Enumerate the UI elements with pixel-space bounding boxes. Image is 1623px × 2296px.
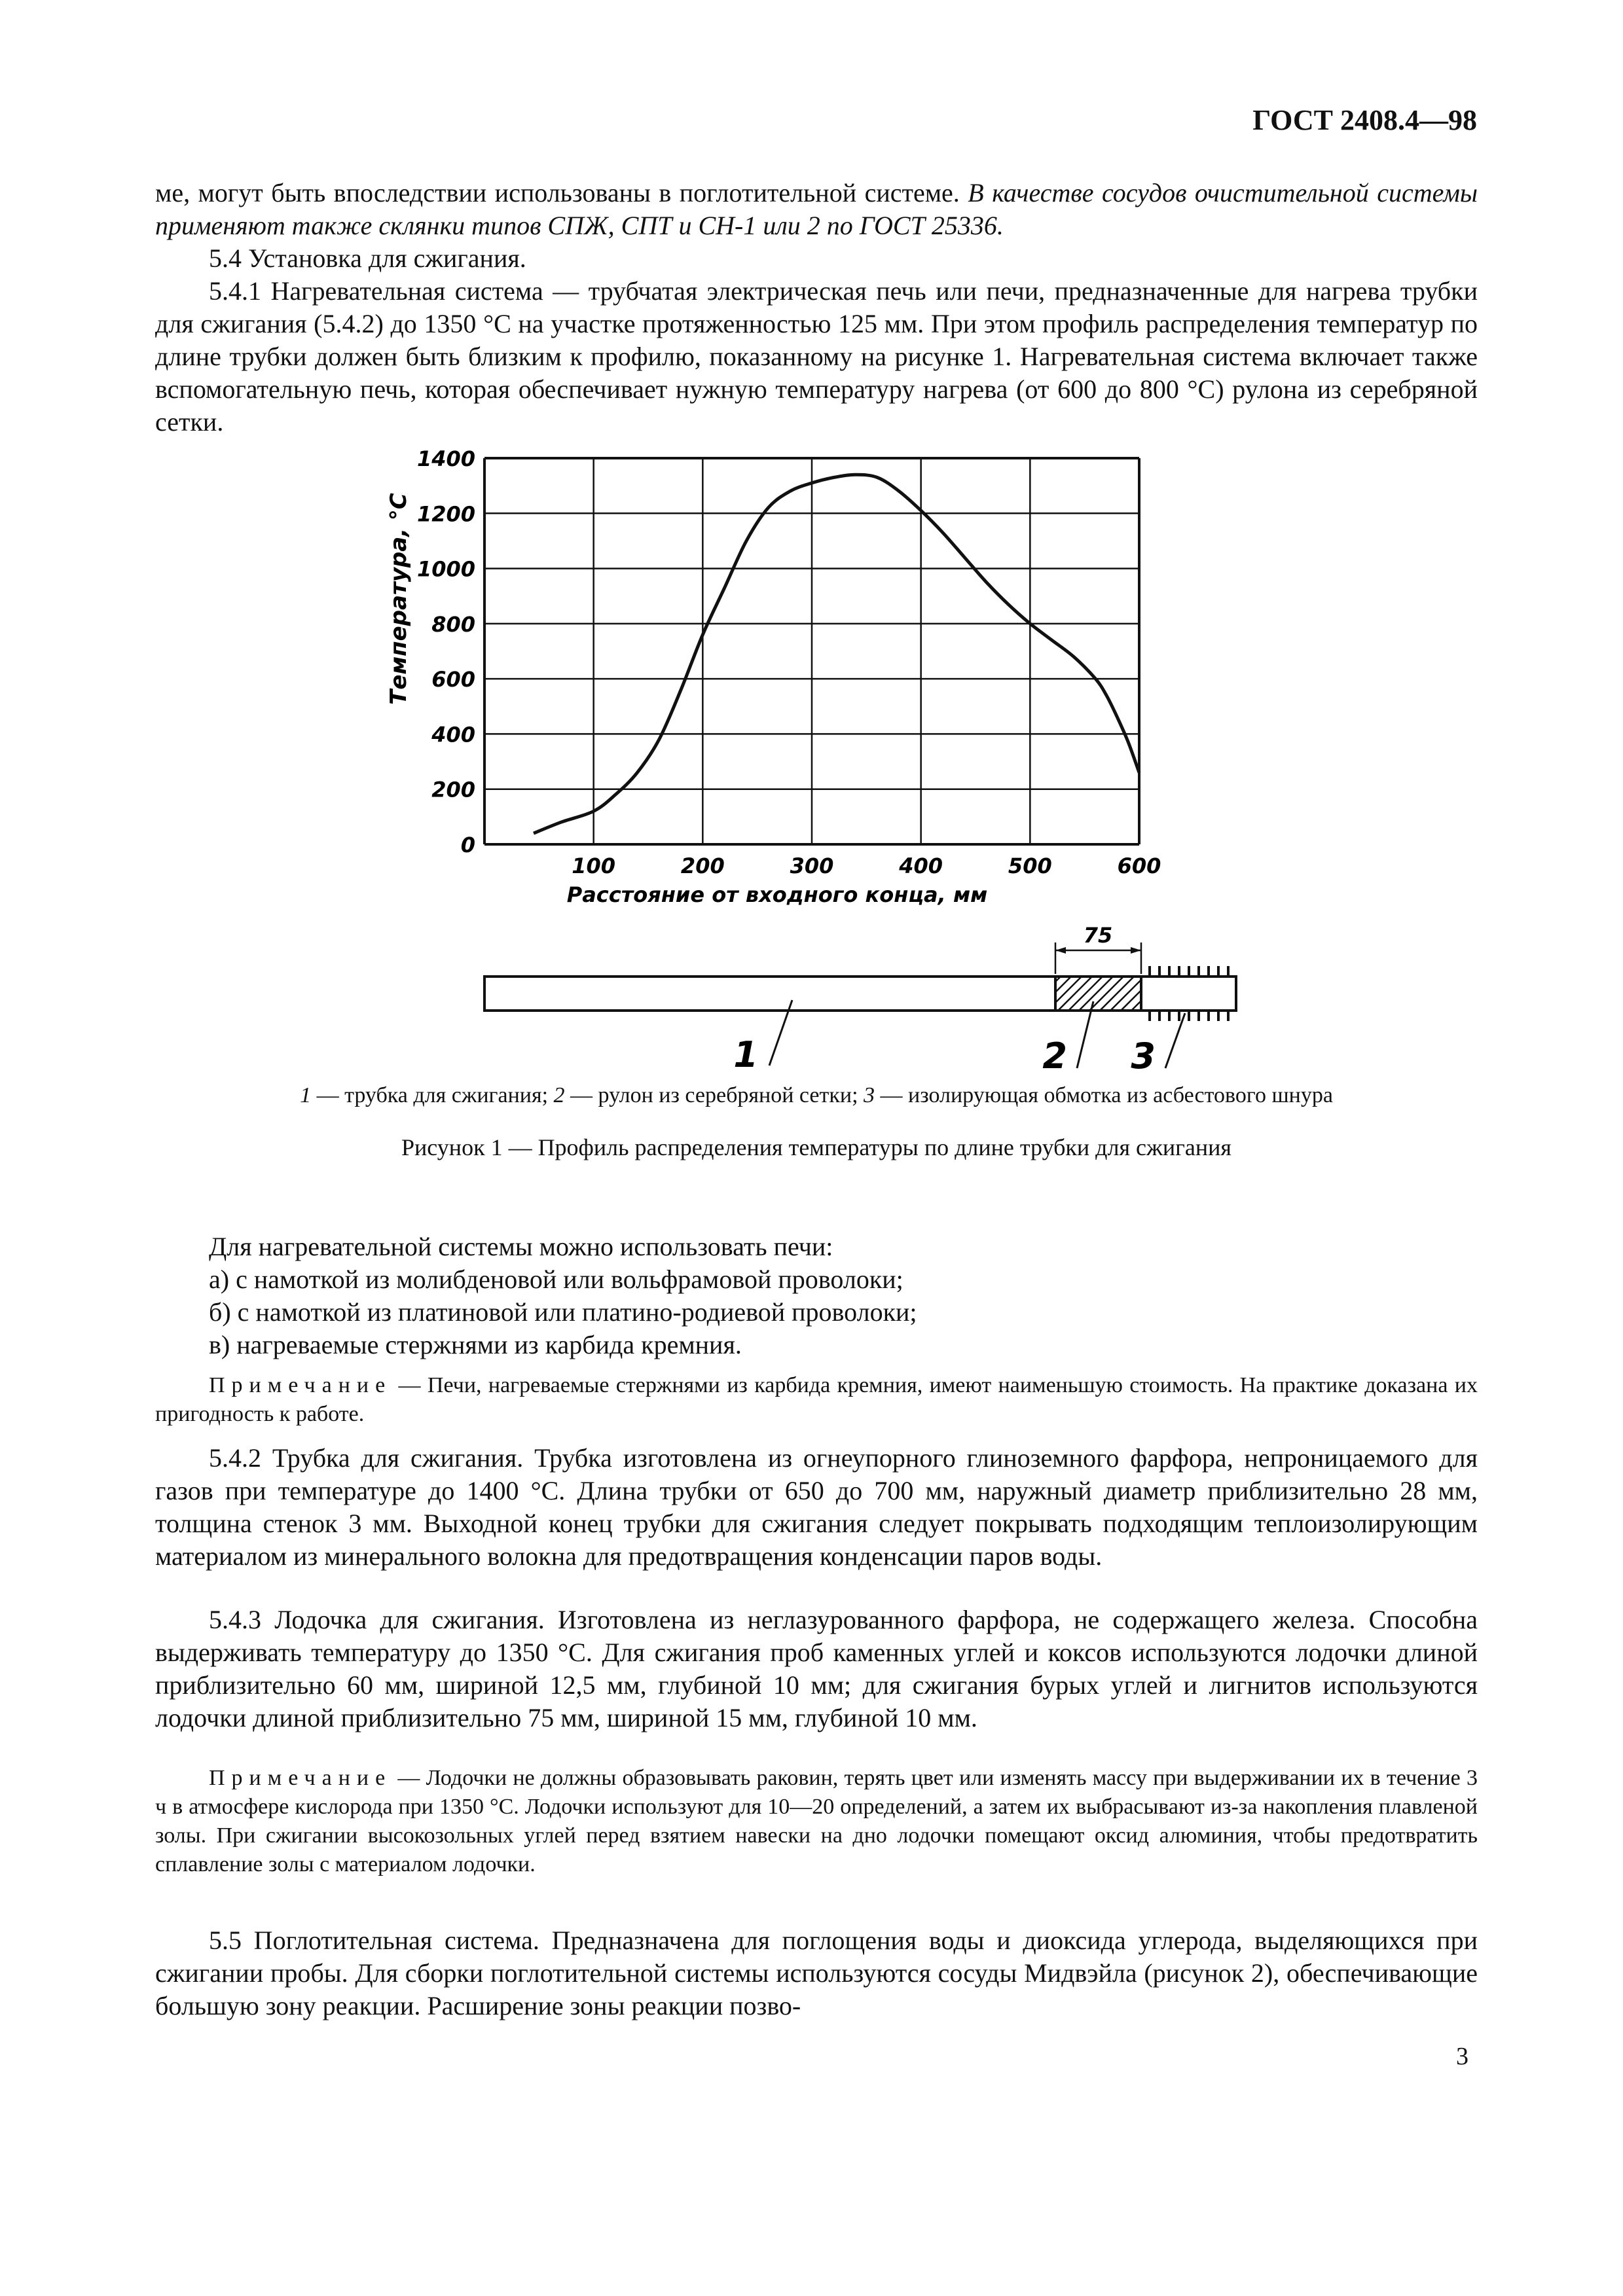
x-tick-labels bbox=[572, 853, 1161, 878]
x-axis-label: Расстояние от входного конца, мм bbox=[566, 882, 988, 907]
y-tick-label: 800 bbox=[431, 611, 475, 637]
y-axis-label: Температура, °С bbox=[386, 493, 412, 705]
x-tick-label: 300 bbox=[790, 853, 834, 878]
leader-3 bbox=[1165, 1013, 1185, 1068]
note-1 bbox=[155, 1371, 1478, 1429]
x-tick-label: 200 bbox=[680, 853, 725, 878]
legend-text-2: — рулон из серебряной сетки; bbox=[564, 1083, 864, 1107]
diagram-label-3: 3 bbox=[1131, 1035, 1156, 1077]
page-number: 3 bbox=[1456, 2043, 1468, 2070]
y-tick-label: 600 bbox=[431, 667, 475, 692]
paragraph-continuation: ме, могут быть впоследствии использованы в поглотительной системе. В качестве сосудов очистительной системы применяют также склянки типов СПЖ, СПТ и СН-1 или 2 по ГОСТ 25336. bbox=[155, 178, 1478, 240]
y-tick-label: 0 bbox=[460, 833, 475, 857]
list-item-c: в) нагреваемые стержнями из карбида кремния. bbox=[209, 1330, 742, 1359]
top-text bbox=[155, 177, 1478, 439]
y-tick-label: 400 bbox=[431, 722, 475, 747]
italic-insert: В качестве сосудов очистительной системы применяют также склянки типов СПЖ, СПТ и СН-1 или 2 по ГОСТ 25336. bbox=[155, 178, 1478, 240]
note-2-label: Примечание bbox=[209, 1766, 392, 1790]
legend-text-1: — трубка для сжигания; bbox=[311, 1083, 554, 1107]
section-5-5: 5.5 Поглотительная система. Предназначена для поглощения воды и диоксида углерода, выделяющихся при сжигании пробы. Для сборки поглотительной системы используются сосуды Мидвэйла (рисунок 2), обеспечивающие большую зону реакции. Расширение зоны реакции позво- bbox=[155, 1926, 1478, 2020]
x-tick-label: 500 bbox=[1008, 853, 1052, 878]
legend-num-2: 2 bbox=[553, 1083, 565, 1107]
list-item-b: б) с намоткой из платиновой или платино-родиевой проволоки; bbox=[209, 1297, 917, 1327]
note-2-text: — Лодочки не должны образовывать раковин, терять цвет или изменять массу при выдерживании их в течение 3 ч в атмосфере кислорода при 1350 °С. Лодочки используют для 10—20 определений, а затем их выбрасывают из-за накопления плавленой золы. При сжигании высокозольных углей перед взятием навески на дно лодочки помещают оксид алюминия, чтобы предотвратить сплавление золы с материалом лодочки. bbox=[155, 1766, 1478, 1876]
section-5-4: 5.4 Установка для сжигания. bbox=[209, 243, 526, 273]
figure-caption: Рисунок 1 — Профиль распределения температуры по длине трубки для сжигания bbox=[401, 1134, 1231, 1160]
y-tick-label: 1400 bbox=[416, 446, 475, 471]
legend-num-3: 3 bbox=[864, 1083, 875, 1107]
dimension-arrow-right bbox=[1131, 947, 1141, 954]
section-5-4-3: 5.4.3 Лодочка для сжигания. Изготовлена из неглазурованного фарфора, не содержащего железа. Способна выдерживать температуру до 1350 °С. Для сжигания проб каменных углей и коксов используются лодочки длиной приблизительно 60 мм, шириной 12,5 мм, глубиной 10 мм; для сжигания бурых углей и лигнитов используются лодочки длиной приблизительно 75 мм, шириной 15 мм, глубиной 10 мм. bbox=[155, 1605, 1478, 1732]
x-tick-label: 600 bbox=[1117, 853, 1161, 878]
figure-1 bbox=[367, 425, 1244, 1080]
legend-num-1: 1 bbox=[300, 1083, 312, 1107]
note-1-label: Примечание bbox=[209, 1373, 392, 1397]
document-code: ГОСТ 2408.4—98 bbox=[1252, 104, 1477, 136]
section-5-4-1: 5.4.1 Нагревательная система — трубчатая электрическая печь или печи, предназначенные для нагрева трубки для сжигания (5.4.2) до 1350 °С на участке протяженностью 125 мм. При этом профиль распределения температур по длине трубки должен быть близким к профилю, показанному на рисунке 1. Нагревательная система включает также вспомогательную печь, которая обеспечивает нужную температуру нагрева (от 600 до 800 °С) рулона из серебряной сетки. bbox=[155, 276, 1478, 437]
dimension-75: 75 bbox=[1083, 923, 1113, 948]
y-tick-label: 1000 bbox=[416, 556, 475, 582]
note-1-text: — Печи, нагреваемые стержнями из карбида кремния, имеют наименьшую стоимость. На практике доказана их пригодность к работе. bbox=[155, 1373, 1478, 1426]
dimension-arrow-left bbox=[1055, 947, 1066, 954]
x-tick-label: 100 bbox=[572, 853, 616, 878]
y-tick-labels bbox=[417, 446, 475, 857]
legend-text-3: — изолирующая обмотка из асбестового шнура bbox=[875, 1083, 1333, 1107]
x-tick-label: 400 bbox=[899, 853, 943, 878]
figure-legend bbox=[155, 1083, 1478, 1108]
chart-grid bbox=[484, 458, 1139, 844]
diagram-label-1: 1 bbox=[733, 1034, 758, 1075]
list-intro: Для нагревательной системы можно использовать печи: bbox=[209, 1232, 833, 1261]
y-tick-label: 200 bbox=[431, 777, 475, 802]
note-2 bbox=[155, 1764, 1478, 1879]
furnace-list bbox=[155, 1230, 1478, 1361]
y-tick-label: 1200 bbox=[416, 501, 475, 527]
temperature-curve bbox=[534, 475, 1139, 833]
list-item-a: а) с намоткой из молибденовой или вольфрамовой проволоки; bbox=[209, 1265, 903, 1294]
section-5-4-2: 5.4.2 Трубка для сжигания. Трубка изготовлена из огнеупорного глиноземного фарфора, непроницаемого для газов при температуре до 1400 °С. Длина трубки от 650 до 700 мм, наружный диаметр приблизительно 28 мм, толщина стенок 3 мм. Выходной конец трубки для сжигания следует покрывать подходящим теплоизолирующим материалом из минерального волокна для предотвращения конденсации паров воды. bbox=[155, 1443, 1478, 1571]
diagram-label-2: 2 bbox=[1042, 1035, 1067, 1077]
tube-diagram bbox=[484, 923, 1236, 1077]
